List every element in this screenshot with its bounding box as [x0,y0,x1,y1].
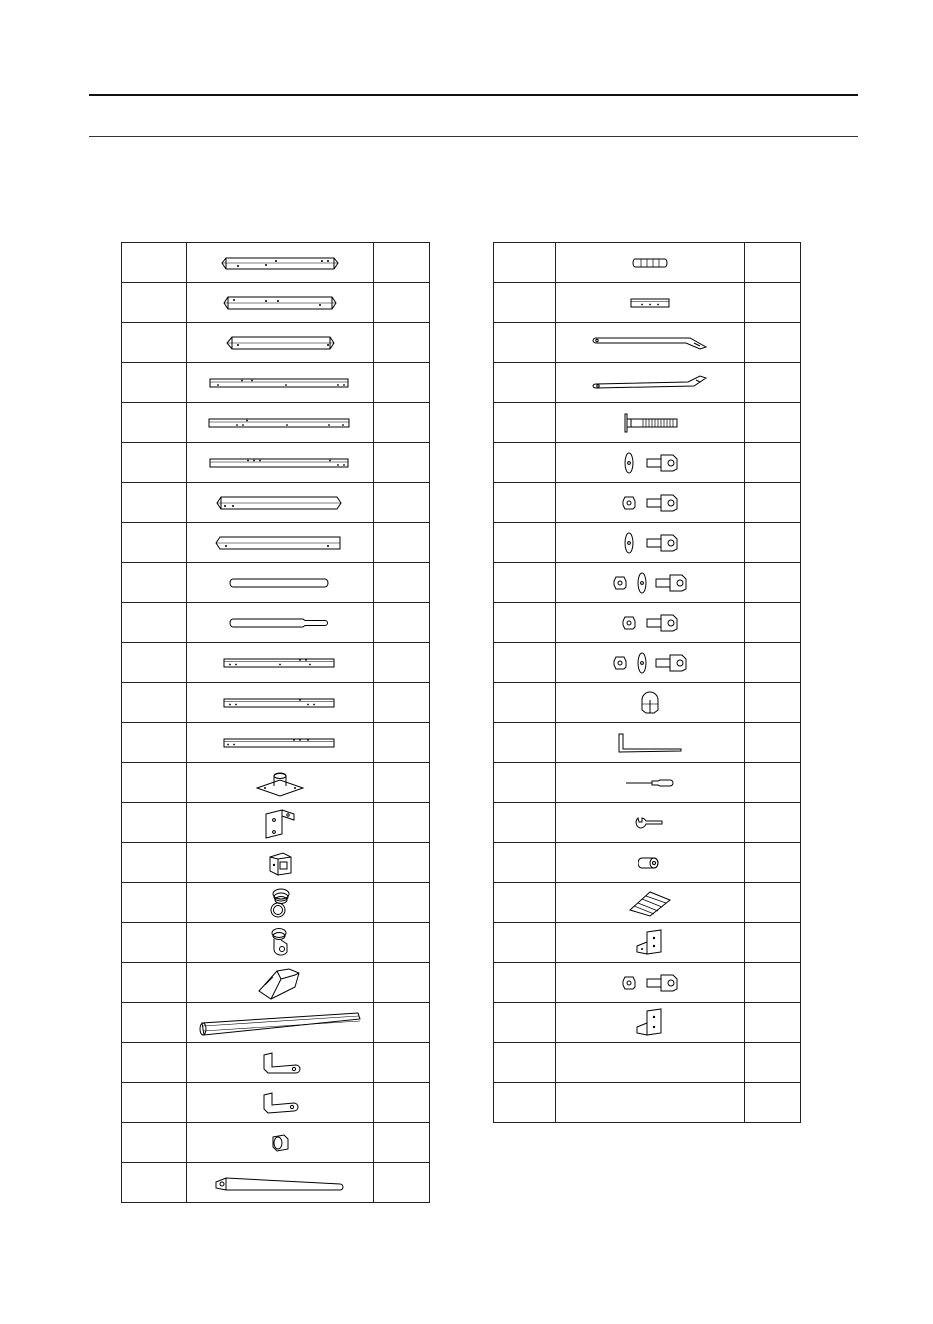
table-row [494,283,801,323]
spanner-icon [634,814,666,832]
table-row [122,1163,430,1203]
part-number-cell [122,563,187,603]
part-number-cell [122,443,187,483]
part-quantity-cell [745,243,801,283]
square-tube-icon [220,252,340,274]
part-quantity-cell [745,723,801,763]
channel-icon [222,655,338,671]
part-illustration-cell [556,283,745,323]
part-number-cell [122,363,187,403]
part-number-cell [122,323,187,363]
table-row [122,883,430,923]
table-row [122,603,430,643]
part-number-cell [494,803,556,843]
part-quantity-cell [745,923,801,963]
part-illustration-cell [556,803,745,843]
parts-table-right [493,242,801,1123]
washer-bolt-icon [619,529,681,557]
part-illustration-cell [187,1083,374,1123]
base-plate-icon [255,768,305,798]
part-illustration-cell [187,1003,374,1043]
short-channel-icon [628,295,672,311]
table-row [122,643,430,683]
table-row [122,723,430,763]
part-quantity-cell [745,1043,801,1083]
part-illustration-cell [556,843,745,883]
corner-bracket-icon [633,1007,667,1039]
part-quantity-cell [745,323,801,363]
part-illustration-cell [556,1003,745,1043]
part-illustration-cell [556,1083,745,1123]
part-number-cell [122,723,187,763]
part-number-cell [494,1043,556,1083]
header-rule-bottom [89,136,858,137]
table-row [122,443,430,483]
part-illustration-cell [187,363,374,403]
spring-hook-icon [265,886,295,920]
part-number-cell [122,1043,187,1083]
part-illustration-cell [556,1043,745,1083]
part-quantity-cell [374,963,430,1003]
part-illustration-cell [187,603,374,643]
spring-hook-icon [265,926,295,960]
part-quantity-cell [745,523,801,563]
table-row [494,523,801,563]
part-illustration-cell [556,683,745,723]
table-row [122,843,430,883]
table-row [494,963,801,1003]
table-row [494,1043,801,1083]
part-number-cell [122,803,187,843]
table-row [494,323,801,363]
part-quantity-cell [374,403,430,443]
part-number-cell [122,1123,187,1163]
table-row [122,1083,430,1123]
part-number-cell [494,643,556,683]
part-number-cell [122,523,187,563]
nut-washer-bolt-icon [610,569,690,597]
parts-table-left [121,242,430,1203]
part-quantity-cell [374,243,430,283]
flat-link-icon [590,374,710,392]
table-row [122,323,430,363]
part-number-cell [494,243,556,283]
part-quantity-cell [374,923,430,963]
part-number-cell [122,283,187,323]
part-quantity-cell [745,483,801,523]
part-illustration-cell [187,843,374,883]
stepped-bar-icon [229,616,331,630]
part-quantity-cell [745,683,801,723]
part-illustration-cell [187,483,374,523]
part-illustration-cell [187,763,374,803]
table-row [494,1003,801,1043]
part-number-cell [494,763,556,803]
part-number-cell [122,1163,187,1203]
table-row [494,603,801,643]
part-illustration-cell [556,963,745,1003]
part-quantity-cell [745,963,801,1003]
part-quantity-cell [745,443,801,483]
part-quantity-cell [374,443,430,483]
table-row [494,1083,801,1123]
screwdriver-icon [624,777,676,789]
table-row [122,363,430,403]
table-row [122,683,430,723]
part-number-cell [122,843,187,883]
part-quantity-cell [745,563,801,603]
part-quantity-cell [745,363,801,403]
rail-icon [208,375,352,391]
angle-tab-icon [258,1089,302,1117]
part-quantity-cell [374,1003,430,1043]
part-number-cell [122,603,187,643]
table-row [494,763,801,803]
part-number-cell [122,1083,187,1123]
part-illustration-cell [556,363,745,403]
bracket-icon [260,806,300,840]
part-illustration-cell [187,683,374,723]
part-quantity-cell [374,483,430,523]
part-number-cell [122,883,187,923]
foot-cover-icon [255,965,305,1001]
table-row [122,803,430,843]
part-illustration-cell [556,563,745,603]
end-cap-icon [268,1131,292,1155]
table-row [122,763,430,803]
part-illustration-cell [187,723,374,763]
part-illustration-cell [187,523,374,563]
part-illustration-cell [187,443,374,483]
part-number-cell [494,323,556,363]
part-illustration-cell [187,283,374,323]
table-row [494,443,801,483]
rail-icon [208,455,352,471]
table-row [122,923,430,963]
part-illustration-cell [556,603,745,643]
part-quantity-cell [745,1083,801,1123]
nut-bolt-icon [619,609,681,637]
table-row [122,1043,430,1083]
part-number-cell [494,883,556,923]
part-illustration-cell [187,563,374,603]
table-row [494,403,801,443]
ramp-icon [626,888,674,918]
part-number-cell [494,923,556,963]
nut-washer-bolt-icon [610,649,690,677]
part-quantity-cell [745,643,801,683]
part-quantity-cell [374,603,430,643]
part-illustration-cell [187,1123,374,1163]
table-row [494,643,801,683]
part-quantity-cell [374,363,430,403]
part-illustration-cell [556,403,745,443]
table-row [494,243,801,283]
part-quantity-cell [374,563,430,603]
clamp-icon [265,849,295,877]
part-number-cell [494,483,556,523]
rail-icon [207,415,353,431]
part-number-cell [494,723,556,763]
part-illustration-cell [187,963,374,1003]
part-number-cell [494,443,556,483]
part-quantity-cell [374,843,430,883]
part-number-cell [122,683,187,723]
spacer-icon [638,852,662,874]
table-row [122,523,430,563]
part-number-cell [494,1083,556,1123]
part-quantity-cell [745,283,801,323]
table-row [122,403,430,443]
part-illustration-cell [556,243,745,283]
part-number-cell [122,483,187,523]
part-illustration-cell [556,323,745,363]
strap-link-icon [212,1172,348,1194]
nut-bolt-icon [619,489,681,517]
cap-nut-icon [638,690,662,716]
part-number-cell [122,643,187,683]
nut-bolt-icon [619,969,681,997]
part-illustration-cell [556,763,745,803]
part-illustration-cell [187,883,374,923]
table-row [122,1123,430,1163]
part-illustration-cell [187,403,374,443]
part-quantity-cell [745,403,801,443]
square-tube-icon [222,292,338,314]
part-number-cell [494,963,556,1003]
part-illustration-cell [187,243,374,283]
part-quantity-cell [745,1003,801,1043]
threaded-sleeve-icon [631,256,669,270]
part-quantity-cell [374,323,430,363]
part-illustration-cell [556,883,745,923]
part-quantity-cell [374,883,430,923]
part-quantity-cell [374,803,430,843]
part-illustration-cell [187,643,374,683]
part-number-cell [122,763,187,803]
part-quantity-cell [374,1043,430,1083]
part-number-cell [122,923,187,963]
table-row [122,1003,430,1043]
part-number-cell [494,843,556,883]
part-illustration-cell [187,803,374,843]
part-number-cell [122,403,187,443]
long-tube-icon [196,1007,364,1039]
part-quantity-cell [745,603,801,643]
part-illustration-cell [556,643,745,683]
part-quantity-cell [374,1083,430,1123]
table-row [494,723,801,763]
table-row [122,563,430,603]
square-tube-icon [224,332,336,354]
flat-link-icon [590,335,710,351]
part-number-cell [494,523,556,563]
part-quantity-cell [374,283,430,323]
table-row [494,923,801,963]
part-number-cell [494,283,556,323]
table-row [494,363,801,403]
angled-tube-icon [215,493,345,513]
table-row [494,843,801,883]
part-illustration-cell [187,1163,374,1203]
part-illustration-cell [556,523,745,563]
part-illustration-cell [187,323,374,363]
part-number-cell [494,403,556,443]
angled-tube-icon [214,533,346,553]
part-number-cell [122,243,187,283]
table-row [494,563,801,603]
part-number-cell [494,683,556,723]
table-row [494,683,801,723]
table-row [494,803,801,843]
part-illustration-cell [556,723,745,763]
angle-tab-icon [258,1049,302,1077]
table-row [122,963,430,1003]
part-illustration-cell [556,923,745,963]
part-number-cell [494,1003,556,1043]
table-row [122,243,430,283]
part-number-cell [122,963,187,1003]
part-quantity-cell [745,843,801,883]
table-row [122,483,430,523]
table-row [494,883,801,923]
channel-icon [222,695,338,711]
part-quantity-cell [374,643,430,683]
part-illustration-cell [187,1043,374,1083]
washer-bolt-icon [619,449,681,477]
part-illustration-cell [556,443,745,483]
channel-icon [222,735,338,751]
part-illustration-cell [556,483,745,523]
part-number-cell [122,1003,187,1043]
allen-key-icon [615,730,685,756]
part-quantity-cell [374,763,430,803]
part-illustration-cell [187,923,374,963]
part-number-cell [494,603,556,643]
part-number-cell [494,363,556,403]
corner-bracket-icon [633,928,667,958]
part-quantity-cell [745,763,801,803]
table-row [494,483,801,523]
part-quantity-cell [745,883,801,923]
part-quantity-cell [374,1163,430,1203]
bolt-icon [619,410,681,436]
part-quantity-cell [374,523,430,563]
part-quantity-cell [374,683,430,723]
round-bar-icon [229,576,331,590]
part-quantity-cell [374,723,430,763]
part-quantity-cell [745,803,801,843]
part-number-cell [494,563,556,603]
part-quantity-cell [374,1123,430,1163]
header-rule-top [89,94,858,96]
table-row [122,283,430,323]
